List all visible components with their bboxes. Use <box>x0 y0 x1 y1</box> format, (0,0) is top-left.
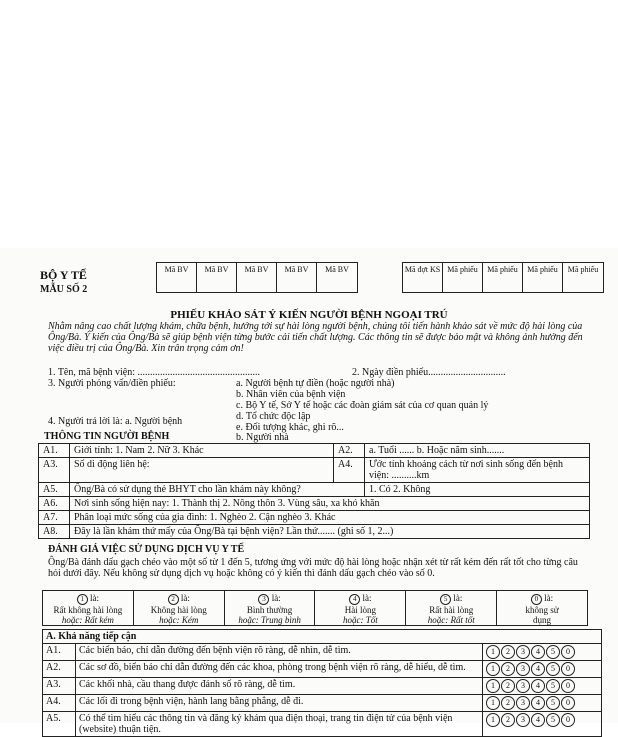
rating-option[interactable]: 0 <box>561 662 575 676</box>
table-row <box>39 497 590 511</box>
row-number: A2. <box>43 661 76 678</box>
code-cell[interactable]: Mã phiếu <box>443 263 483 292</box>
rating-scale-legend <box>42 590 588 626</box>
table-row <box>43 712 602 737</box>
rating-option[interactable]: 5 <box>546 679 560 693</box>
row-number: A5. <box>43 712 76 737</box>
rating-options <box>483 695 602 712</box>
code-cell[interactable]: Mã phiếu <box>567 265 599 274</box>
rating-options <box>483 644 602 661</box>
rating-options <box>483 678 602 695</box>
table-row <box>43 630 602 644</box>
rating-option[interactable]: 2 <box>501 645 515 659</box>
code-cell[interactable]: Mã BV <box>197 263 237 292</box>
rating-option[interactable]: 2 <box>501 662 515 676</box>
rating-circle-icon: 1 <box>77 594 88 605</box>
code-cell[interactable]: Mã BV <box>237 263 277 292</box>
row-number: A1. <box>43 644 76 661</box>
scale-item: 0 là: không sử dụng <box>525 593 559 625</box>
insurance-options[interactable]: 1. Có 2. Không <box>365 483 590 497</box>
rating-circle-icon: 4 <box>349 594 360 605</box>
code-cell[interactable]: Mã BV <box>157 263 197 292</box>
table-row <box>43 644 602 661</box>
rating-options <box>483 712 602 737</box>
rating-option[interactable]: 2 <box>501 679 515 693</box>
row-number: A4. <box>43 695 76 712</box>
rating-options <box>483 661 602 678</box>
rating-option[interactable]: 3 <box>516 662 530 676</box>
question-text: Các lối đi trong bệnh viện, hành lang bằng phẳng, dễ đi. <box>76 695 483 712</box>
patient-info-table <box>38 443 590 539</box>
rating-option[interactable]: 3 <box>516 696 530 710</box>
table-row <box>43 661 602 678</box>
code-cell[interactable]: Mã phiếu <box>523 263 563 292</box>
phone-field[interactable]: Số di động liên hệ: <box>70 458 334 483</box>
interviewer-option[interactable]: b. Nhân viên của bệnh viện <box>236 389 346 400</box>
gender-field[interactable]: Giới tính: 1. Nam 2. Nữ 3. Khác <box>70 444 334 458</box>
interviewer-option[interactable]: d. Tổ chức độc lập <box>236 411 311 422</box>
rating-option[interactable]: 5 <box>546 696 560 710</box>
accessibility-table <box>42 629 602 737</box>
evaluation-heading: ĐÁNH GIÁ VIỆC SỬ DỤNG DỊCH VỤ Y TẾ <box>48 544 245 555</box>
rating-circle-icon: 3 <box>258 594 269 605</box>
scale-item: 2 là: Không hài lòng hoặc: Kém <box>134 591 225 625</box>
living-standard-field[interactable]: Phân loại mức sống của gia đình: 1. Nghèo 2. Cận nghèo 3. Khác <box>70 511 590 525</box>
question-interviewer: 3. Người phỏng vấn/điền phiếu: <box>48 378 176 389</box>
section-heading: A. Khả năng tiếp cận <box>43 630 602 644</box>
interviewer-option[interactable]: c. Bộ Y tế, Sở Y tế hoặc các đoàn giám sát của cơ quan quản lý <box>236 400 489 411</box>
rating-option[interactable]: 3 <box>516 679 530 693</box>
code-cell[interactable]: Mã BV <box>325 265 349 274</box>
patient-info-heading: THÔNG TIN NGƯỜI BỆNH <box>44 431 170 442</box>
rating-option[interactable]: 1 <box>486 713 500 727</box>
table-row <box>39 444 590 458</box>
question-text: Các sơ đồ, biển báo chỉ dẫn đường đến các khoa, phòng trong bệnh viện rõ ràng, dễ hiểu, dễ tìm. <box>76 661 483 678</box>
table-row <box>43 678 602 695</box>
rating-option[interactable]: 1 <box>486 662 500 676</box>
row-number: A4. <box>334 458 365 483</box>
rating-circle-icon: 5 <box>440 594 451 605</box>
rating-option[interactable]: 1 <box>486 679 500 693</box>
question-text: Các khối nhà, cầu thang được đánh số rõ ràng, dễ tìm. <box>76 678 483 695</box>
scale-item: 5 là: Rất hài lòng hoặc: Rất tốt <box>406 591 497 625</box>
rating-option[interactable]: 3 <box>516 713 530 727</box>
row-number: A2. <box>334 444 365 458</box>
rating-option[interactable]: 0 <box>561 696 575 710</box>
scale-item: 4 là: Hài lòng hoặc: Tốt <box>315 591 406 625</box>
rating-option[interactable]: 2 <box>501 713 515 727</box>
rating-option[interactable]: 5 <box>546 645 560 659</box>
ministry-name: BỘ Y TẾ <box>40 268 87 282</box>
hospital-code-boxes <box>156 262 358 293</box>
row-number: A8. <box>39 525 70 539</box>
scale-item: 1 là: Rất không hài lòng hoặc: Rất kém <box>43 591 134 625</box>
rating-option[interactable]: 2 <box>501 696 515 710</box>
scale-item: 3 là: Bình thường hoặc: Trung bình <box>225 591 316 625</box>
form-title: PHIẾU KHẢO SÁT Ý KIẾN NGƯỜI BỆNH NGOẠI TRÚ <box>170 309 448 321</box>
form-number: MẪU SỐ 2 <box>40 284 88 295</box>
rating-option[interactable]: 4 <box>531 696 545 710</box>
row-number: A1. <box>39 444 70 458</box>
table-row <box>39 458 590 483</box>
table-row <box>39 511 590 525</box>
row-number: A3. <box>43 678 76 695</box>
rating-option[interactable]: 4 <box>531 662 545 676</box>
visit-count-field[interactable]: Đây là lần khám thứ mấy của Ông/Bà tại bệnh viện? Lần thứ....... (ghi số 1, 2...) <box>70 525 590 539</box>
evaluation-instruction: Ông/Bà đánh dấu gạch chéo vào một số từ 1 đến 5, tương ứng với mức độ hài lòng hoặc nhận xét từ rất kém đến rất tốt cho từng câu hỏi dưới đây. Nếu không sử dụng dịch vụ hoặc không có ý kiến thì đánh dấu gạch chéo vào số 0. <box>48 557 578 579</box>
table-row <box>39 525 590 539</box>
rating-option[interactable]: 0 <box>561 645 575 659</box>
rating-option[interactable]: 3 <box>516 645 530 659</box>
rating-option[interactable]: 0 <box>561 713 575 727</box>
question-respondent: 4. Người trả lời là: a. Người bệnh <box>48 416 183 427</box>
code-cell[interactable]: Mã đợt KS <box>403 263 443 292</box>
distance-field[interactable]: Ước tính khoảng cách từ nơi sinh sống đến bệnh viện: ..........km <box>365 458 590 483</box>
rating-option[interactable]: 5 <box>546 662 560 676</box>
rating-option[interactable]: 5 <box>546 713 560 727</box>
interviewer-option[interactable]: a. Người bệnh tự điền (hoặc người nhà) <box>236 378 395 389</box>
table-row <box>43 695 602 712</box>
row-number: A5. <box>39 483 70 497</box>
rating-option[interactable]: 4 <box>531 645 545 659</box>
row-number: A7. <box>39 511 70 525</box>
table-row <box>39 483 590 497</box>
code-cell[interactable]: Mã phiếu <box>483 263 523 292</box>
question-text: Có thể tìm hiểu các thông tin và đăng ký khám qua điện thoại, trang tin điện tử của bệnh viện (website) thuận tiện. <box>76 712 483 737</box>
question-hospital: 1. Tên, mã bệnh viện: ................................................. <box>48 367 261 378</box>
insurance-question: Ông/Bà có sử dụng thẻ BHYT cho lần khám này không? <box>70 483 365 497</box>
rating-option[interactable]: 4 <box>531 679 545 693</box>
rating-circle-icon: 0 <box>531 594 542 605</box>
rating-option[interactable]: 1 <box>486 696 500 710</box>
intro-text: Nhằm nâng cao chất lượng khám, chữa bệnh, hướng tới sự hài lòng người bệnh, chúng tôi tiến hành khảo sát về mức độ hài lòng của Ông/Bà. Ý kiến của Ông/Bà sẽ giúp bệnh viện từng bước cải tiến chất lượng. Các thông tin sẽ được bảo mật và không ảnh hưởng đến việc điều trị của Ông/Bà. Xin trân trọng cảm ơn! <box>48 321 583 354</box>
code-cell[interactable]: Mã BV <box>277 263 317 292</box>
respondent-option-relative[interactable]: b. Người nhà <box>236 432 289 443</box>
row-number: A6. <box>39 497 70 511</box>
row-number: A3. <box>39 458 70 483</box>
rating-option[interactable]: 1 <box>486 645 500 659</box>
age-field[interactable]: a. Tuổi ...... b. Hoặc năm sinh....... <box>365 444 590 458</box>
residence-field[interactable]: Nơi sinh sống hiện nay: 1. Thành thị 2. Nông thôn 3. Vùng sâu, xa khó khăn <box>70 497 590 511</box>
rating-circle-icon: 2 <box>168 594 179 605</box>
survey-code-boxes <box>402 262 604 293</box>
rating-option[interactable]: 4 <box>531 713 545 727</box>
question-date: 2. Ngày điền phiếu............................... <box>352 367 506 378</box>
question-text: Các biển báo, chỉ dẫn đường đến bệnh viện rõ ràng, dễ nhìn, dễ tìm. <box>76 644 483 661</box>
rating-option[interactable]: 0 <box>561 679 575 693</box>
interviewer-option[interactable]: e. Đối tượng khác, ghi rõ... <box>236 422 344 433</box>
